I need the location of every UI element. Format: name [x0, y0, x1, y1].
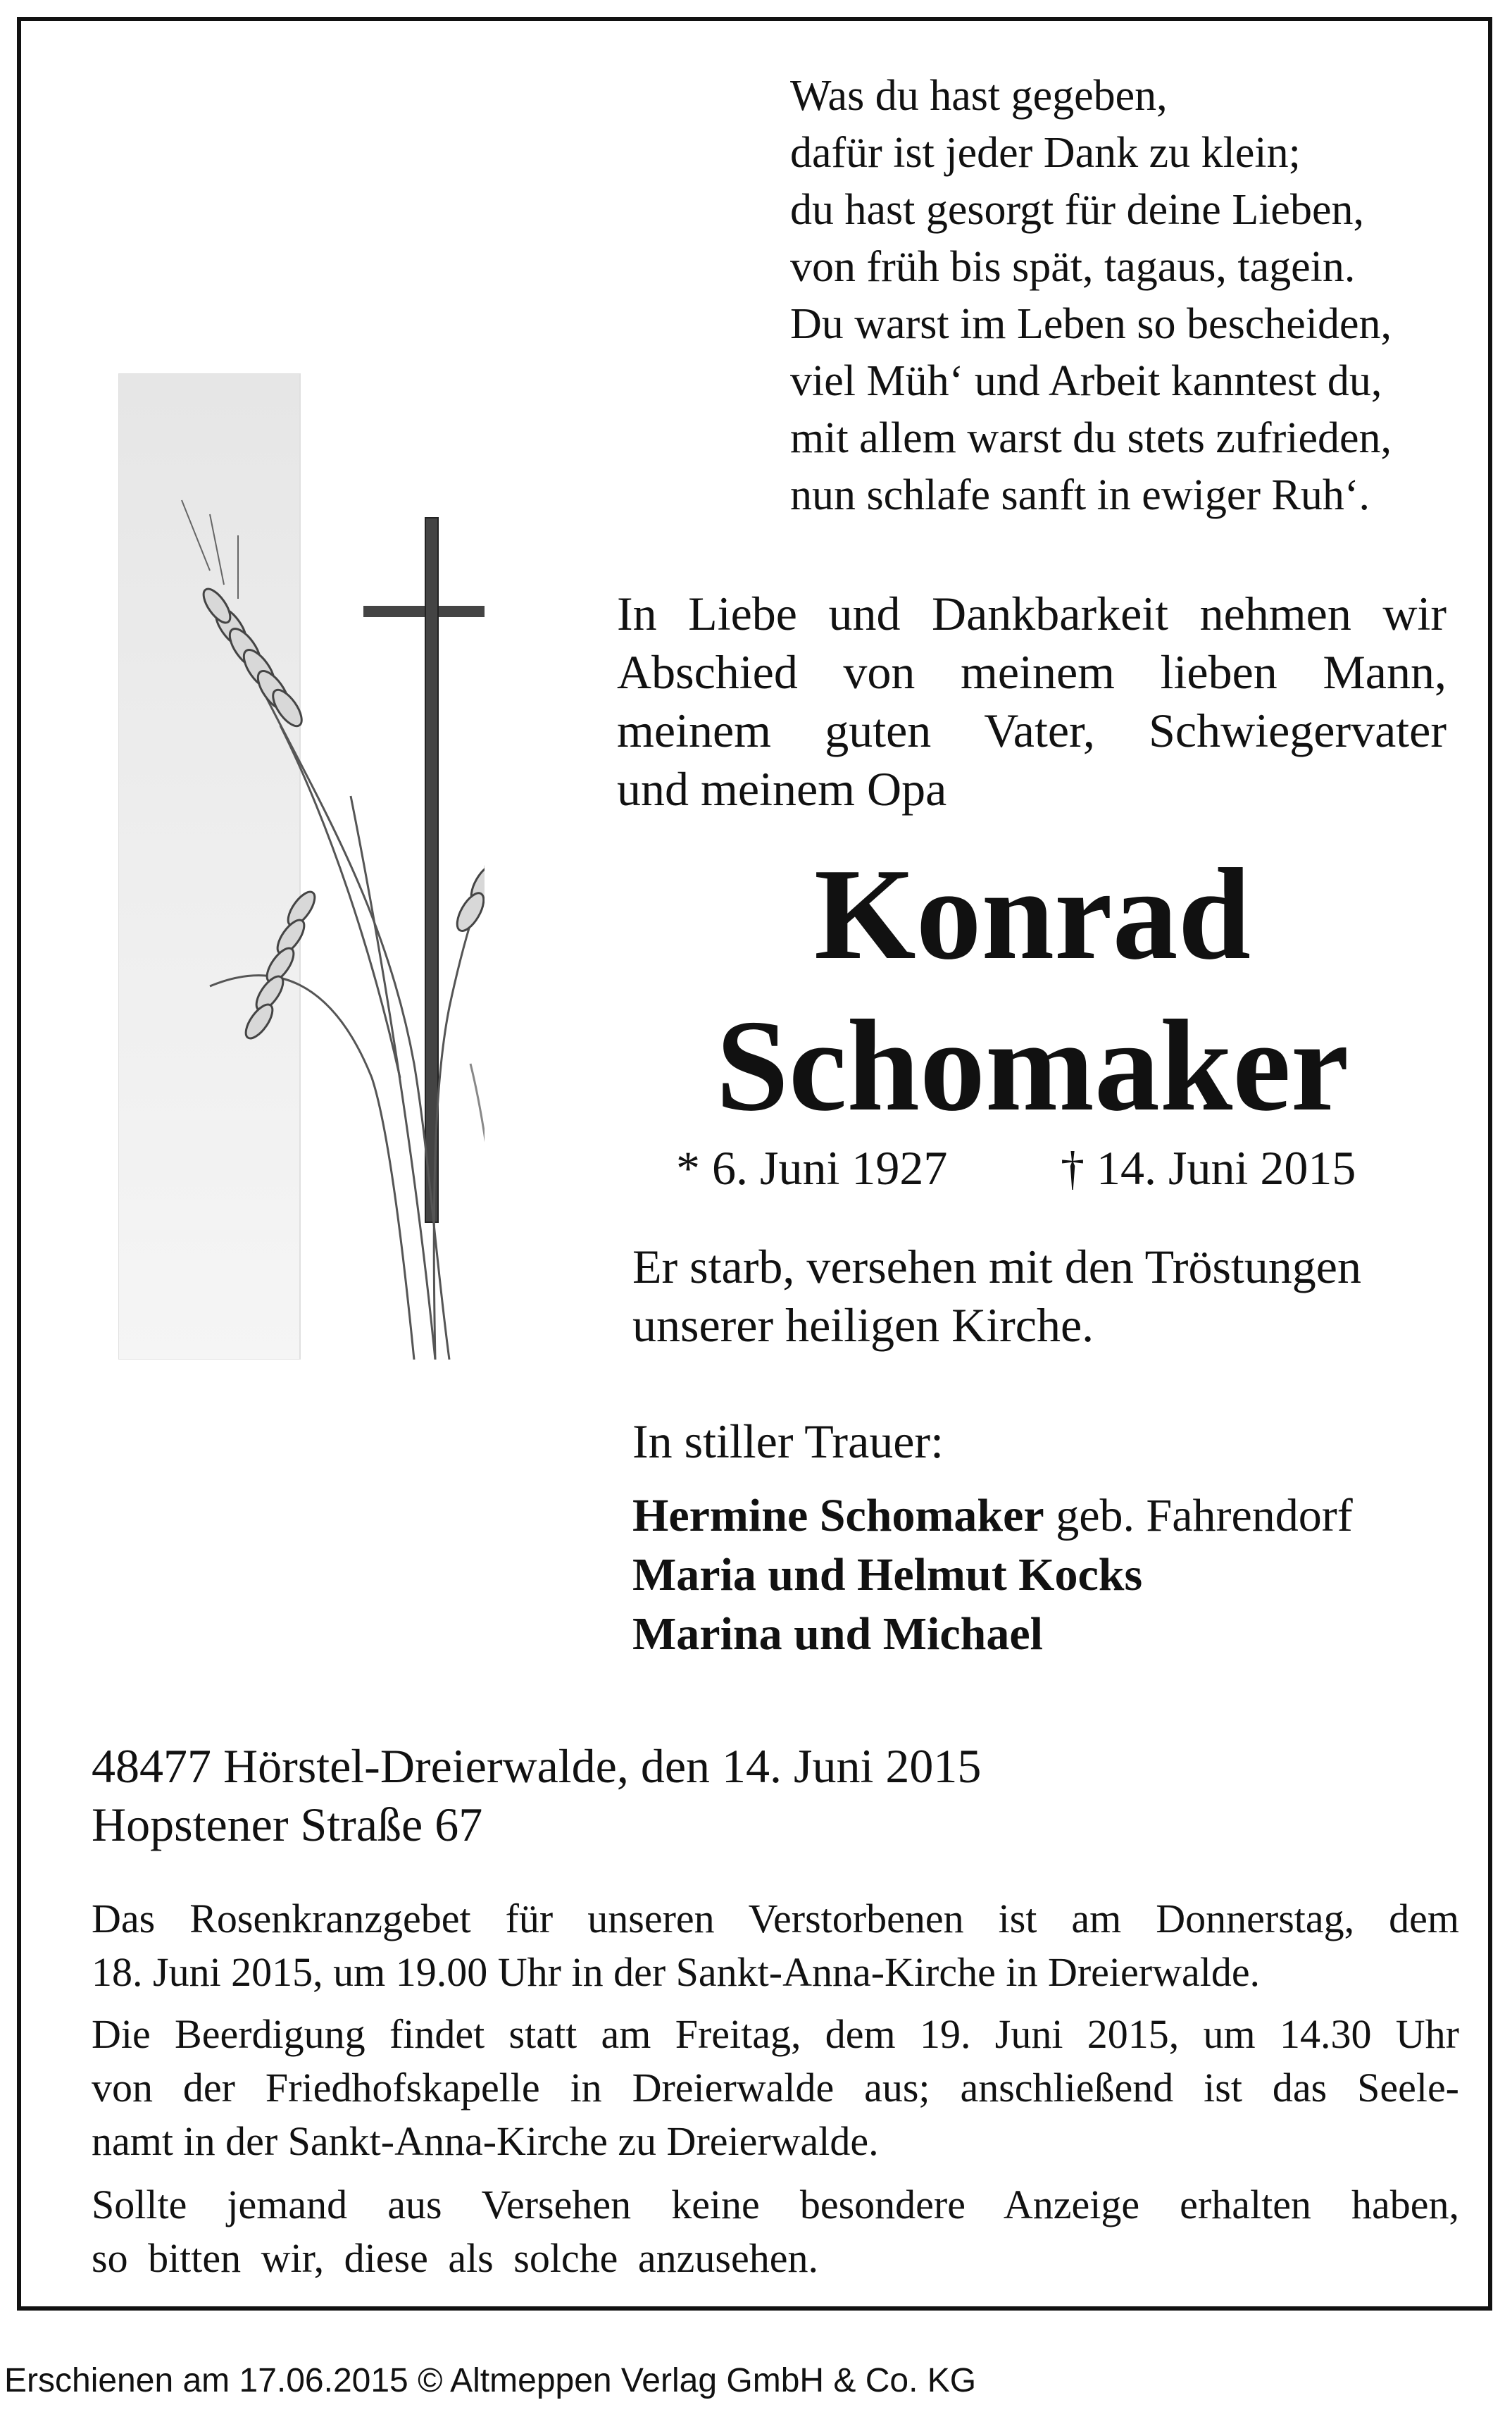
rosary-paragraph [92, 1892, 1459, 1999]
paragraph-line: namt in der Sankt-Anna-Kirche zu Dreierwalde. [92, 2118, 879, 2164]
address-line: Hopstener Straße 67 [92, 1798, 483, 1851]
paragraph-line: so bitten wir, diese als solche anzusehen. [92, 2235, 818, 2281]
mourner-maiden-name: geb. Fahrendorf [1044, 1490, 1353, 1541]
sacraments-line: Er starb, versehen mit den Tröstungen [632, 1240, 1361, 1293]
paragraph-line: Sollte jemand aus Versehen keine besondere Anzeige erhalten haben, [92, 2182, 1459, 2227]
deceased-first-name: Konrad [813, 842, 1251, 987]
intro-line: und meinem Opa [617, 762, 947, 816]
notice-paragraph [92, 2178, 1459, 2285]
intro-line: meinem guten Vater, Schwiegervater [617, 704, 1447, 757]
mourner-line: Marina und Michael [632, 1608, 1044, 1660]
address-block [92, 1737, 981, 1854]
poem-line: du hast gesorgt für deine Lieben, [790, 186, 1364, 234]
death-date: † 14. Juni 2015 [1061, 1141, 1356, 1195]
sacraments-line: unserer heiligen Kirche. [632, 1298, 1094, 1352]
paragraph-line: 18. Juni 2015, um 19.00 Uhr in der Sankt-Anna-Kirche in Dreierwalde. [92, 1949, 1261, 1995]
wheat-ear-icon [452, 776, 485, 935]
poem-line: Was du hast gegeben, [790, 72, 1168, 120]
cross-wheat-illustration [118, 373, 485, 1360]
paragraph-line: Die Beerdigung findet statt am Freitag, dem 19. Juni 2015, um 14.30 Uhr [92, 2011, 1459, 2057]
poem [790, 68, 1392, 524]
mourner-line: Maria und Helmut Kocks [632, 1549, 1143, 1600]
address-line: 48477 Hörstel-Dreierwalde, den 14. Juni 2015 [92, 1739, 982, 1793]
birth-date: * 6. Juni 1927 [676, 1141, 948, 1195]
obituary-frame [17, 17, 1492, 2311]
paragraph-line: Das Rosenkranzgebet für unseren Verstorbenen ist am Donnerstag, dem [92, 1896, 1459, 1941]
mourner-line [632, 1486, 1353, 1546]
mourner-name: Hermine Schomaker [632, 1490, 1044, 1541]
farewell-intro [617, 585, 1447, 819]
poem-line: Du warst im Leben so bescheiden, [790, 300, 1392, 348]
paragraph-line: von der Friedhofskapelle in Dreierwalde aus; anschließend ist das Seele- [92, 2065, 1459, 2110]
poem-line: mit allem warst du stets zufrieden, [790, 414, 1392, 462]
funeral-paragraph [92, 2008, 1459, 2168]
poem-line: dafür ist jeder Dank zu klein; [790, 129, 1301, 177]
poem-line: von früh bis spät, tagaus, tagein. [790, 243, 1356, 291]
mourning-label: In stiller Trauer: [632, 1415, 944, 1468]
poem-line: nun schlafe sanft in ewiger Ruh‘. [790, 471, 1370, 519]
intro-line: In Liebe und Dankbarkeit nehmen wir [617, 587, 1447, 640]
mourners-list [632, 1486, 1353, 1664]
publication-footer: Erschienen am 17.06.2015 © Altmeppen Verlag GmbH & Co. KG [4, 2362, 977, 2399]
poem-line: viel Müh‘ und Arbeit kanntest du, [790, 357, 1382, 405]
deceased-last-name: Schomaker [716, 993, 1349, 1138]
intro-line: Abschied von meinem lieben Mann, [617, 645, 1447, 699]
sacraments-text [632, 1238, 1361, 1355]
